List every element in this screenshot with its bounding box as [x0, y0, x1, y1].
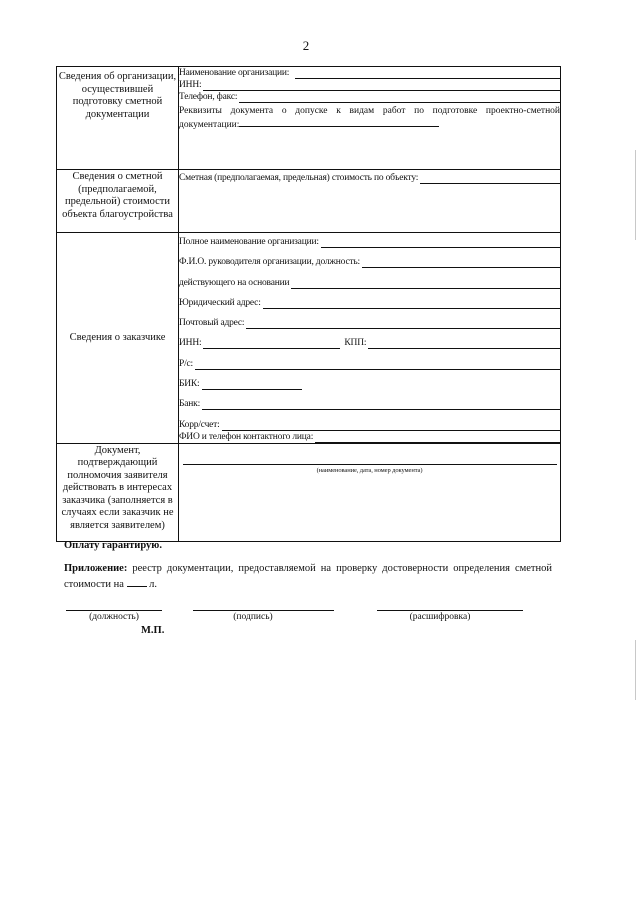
authority-row — [57, 443, 561, 541]
organization-inn-field[interactable] — [179, 79, 560, 91]
customer-legal-address-field[interactable] — [179, 297, 560, 309]
customer-content-cell — [179, 233, 561, 444]
cost-row — [57, 170, 561, 233]
organization-permit-field[interactable] — [179, 105, 560, 131]
position-caption: (должность) — [89, 612, 139, 622]
appendix-text: реестр документации, предоставляемой на проверку достоверности определения сметной стоимости на — [64, 563, 553, 590]
organization-inn-label: ИНН: — [179, 80, 202, 90]
customer-account-label: Р/с: — [179, 358, 193, 369]
authority-label-cell — [57, 443, 179, 541]
customer-bik-field[interactable] — [179, 378, 560, 390]
customer-basis-label: действующего на основании — [179, 277, 290, 288]
signature-line[interactable] — [193, 609, 334, 611]
customer-bik-label: БИК: — [179, 379, 200, 390]
customer-full-name-field[interactable] — [179, 236, 560, 248]
customer-postal-address-label: Почтовый адрес: — [179, 318, 245, 329]
customer-corr-account-field[interactable] — [179, 419, 560, 431]
customer-inn-kpp-field[interactable] — [179, 337, 560, 349]
appendix-suffix: л. — [149, 579, 158, 590]
appendix-paragraph — [64, 561, 552, 592]
decoding-signature-line[interactable] — [377, 609, 523, 611]
authority-label: Документ, подтверждающий полномочия заявителя действовать в интересах заказчика (заполняется в случаях если заказчик не является заявителем) — [61, 444, 174, 531]
authority-document-input-line[interactable] — [183, 463, 557, 465]
scan-margin-mark — [635, 640, 636, 700]
customer-row — [57, 233, 561, 444]
customer-head-field[interactable] — [179, 256, 560, 268]
customer-head-label: Ф.И.О. руководителя организации, должность: — [179, 257, 360, 268]
customer-contact-field[interactable] — [179, 431, 560, 443]
customer-bank-label: Банк: — [179, 399, 201, 410]
application-form-table — [56, 66, 561, 542]
organization-row — [57, 67, 561, 170]
organization-label: Сведения об организации, осуществившей подготовку сметной документации — [58, 71, 177, 120]
customer-legal-address-label: Юридический адрес: — [179, 297, 261, 308]
customer-account-field[interactable] — [179, 358, 560, 370]
cost-field-label: Сметная (предполагаемая, предельная) стоимость по объекту: — [179, 173, 419, 183]
organization-permit-label: Реквизиты документа о допуске к видам работ по подготовке проектно-сметной документации: — [179, 106, 560, 130]
position-signature-line[interactable] — [66, 609, 162, 611]
customer-full-name-label: Полное наименование организации: — [179, 237, 319, 247]
customer-bank-field[interactable] — [179, 398, 560, 410]
stamp-placeholder: М.П. — [141, 625, 165, 636]
customer-contact-label: ФИО и телефон контактного лица: — [179, 431, 314, 442]
customer-inn-label: ИНН: — [179, 338, 202, 349]
authority-content-cell — [179, 443, 561, 541]
page-number: 2 — [302, 38, 310, 53]
organization-name-label: Наименование организации: — [179, 68, 290, 78]
appendix-label: Приложение: — [64, 563, 128, 574]
signature-caption: (подпись) — [233, 612, 273, 622]
cost-field[interactable] — [179, 172, 560, 184]
customer-basis-field[interactable] — [179, 277, 560, 289]
customer-corr-account-label: Корр/счет: — [179, 419, 220, 430]
customer-postal-address-field[interactable] — [179, 317, 560, 329]
customer-label-cell — [57, 233, 179, 444]
authority-caption: (наименование, дата, номер документа) — [316, 466, 423, 474]
payment-guarantee-text: Оплату гарантирую. — [64, 540, 162, 551]
cost-content-cell — [179, 170, 561, 233]
appendix-sheets-blank[interactable] — [127, 576, 147, 587]
organization-phone-label: Телефон, факс: — [179, 92, 238, 102]
scan-margin-mark — [635, 150, 636, 240]
organization-phone-field[interactable] — [179, 91, 560, 103]
customer-label: Сведения о заказчике — [69, 331, 166, 343]
cost-label: Сведения о сметной (предполагаемой, предельной) стоимости объекта благоустройства — [62, 171, 173, 220]
organization-name-field[interactable] — [179, 67, 560, 79]
customer-kpp-label: КПП: — [344, 338, 367, 349]
cost-label-cell — [57, 170, 179, 233]
organization-content-cell — [179, 67, 561, 170]
organization-label-cell — [57, 67, 179, 170]
decoding-caption: (расшифровка) — [409, 612, 471, 622]
